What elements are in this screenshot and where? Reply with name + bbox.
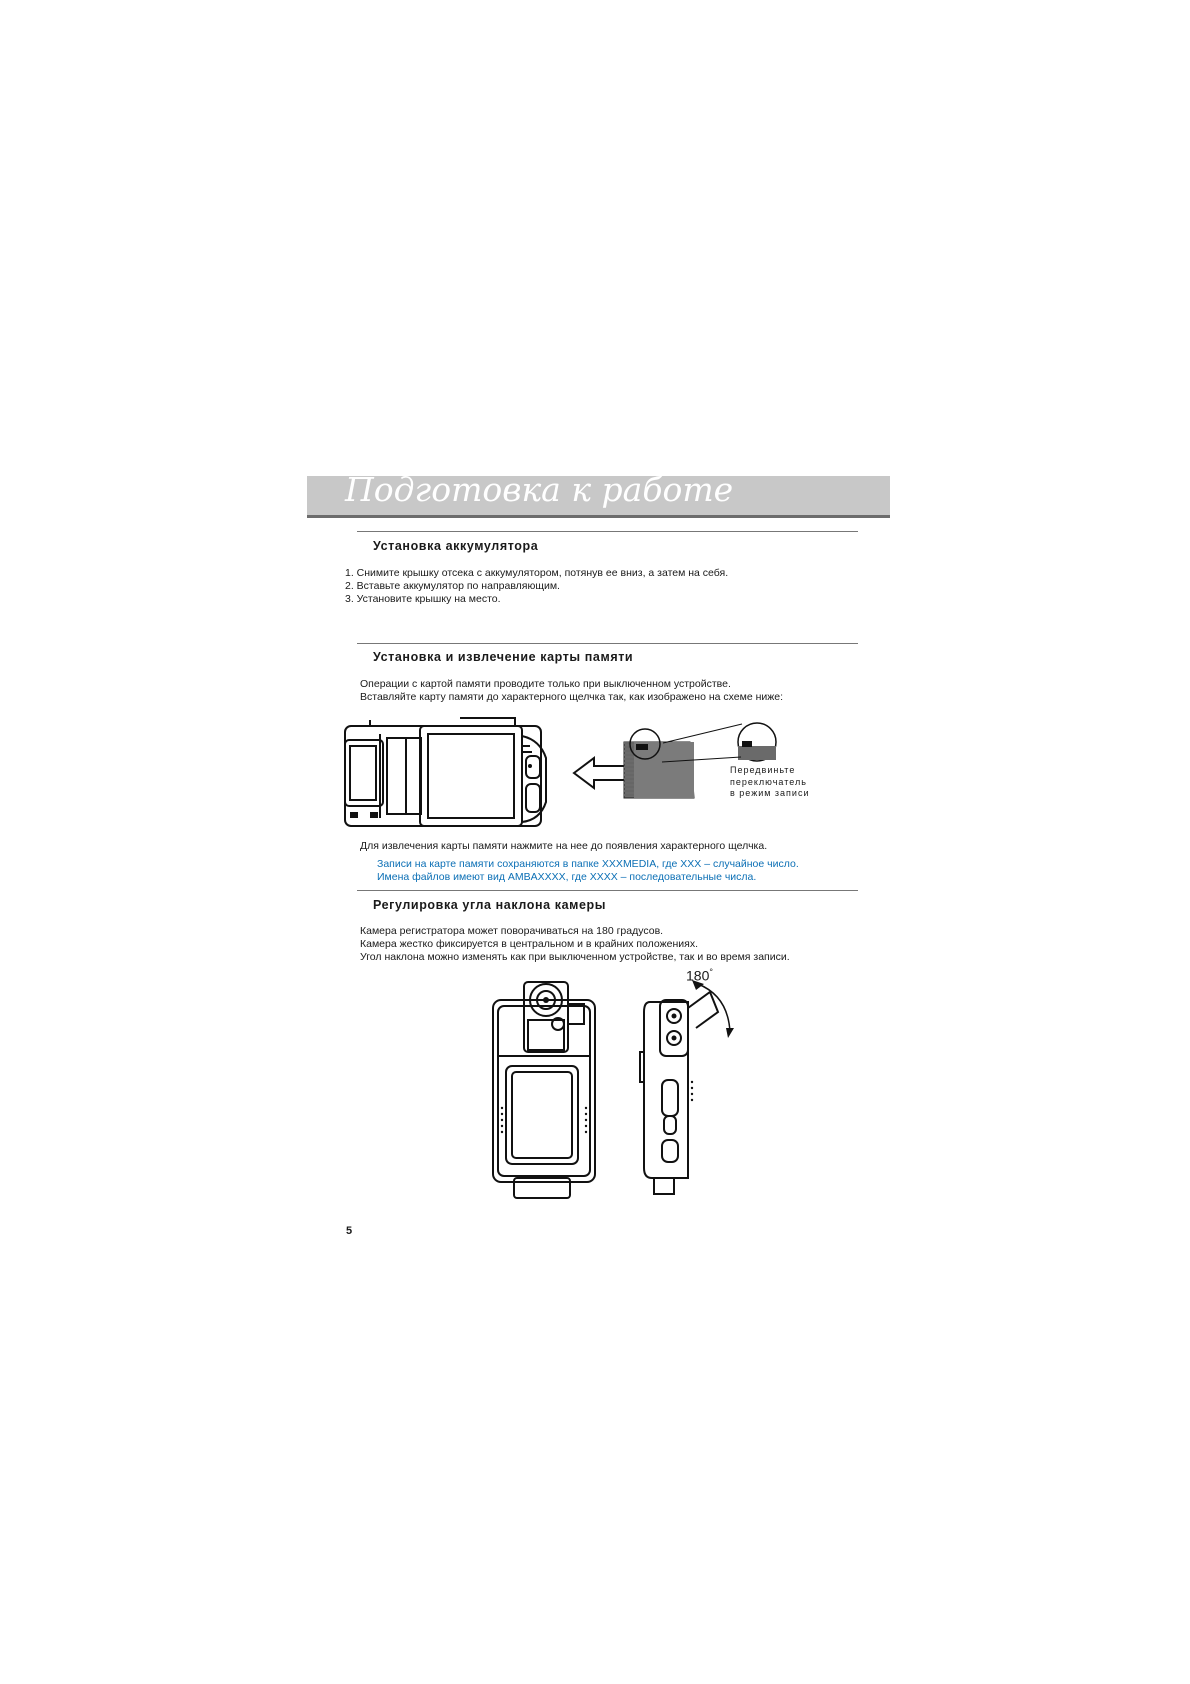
- intro-line: Вставляйте карту памяти до характерного щелчка так, как изображено на схеме ниже:: [360, 691, 784, 703]
- page-number: 5: [346, 1225, 353, 1237]
- battery-step: 2. Вставьте аккумулятор по направляющим.: [345, 580, 560, 592]
- memory-card-intro: [360, 678, 783, 704]
- caption-line: Передвиньте: [730, 765, 796, 775]
- battery-step: 1. Снимите крышку отсека с аккумулятором, потянув ее вниз, а затем на себя.: [345, 567, 729, 579]
- degree-symbol: °: [709, 967, 713, 977]
- note-line: Записи на карте памяти сохраняются в папке XXXMEDIA, где XXX – случайное число.: [377, 858, 799, 870]
- section-divider: [357, 890, 858, 891]
- tilt-description: [360, 925, 790, 964]
- angle-value: 180: [686, 967, 710, 984]
- battery-steps: [345, 567, 728, 606]
- section-heading-memory-card: Установка и извлечение карты памяти: [373, 650, 634, 664]
- device-side-view-illustration: [640, 972, 750, 1204]
- section-divider: [357, 531, 858, 532]
- section-divider: [357, 643, 858, 644]
- card-switch-caption: [730, 765, 810, 800]
- memory-card-notes: [377, 858, 799, 884]
- battery-step: 3. Установите крышку на место.: [345, 593, 501, 605]
- device-front-view-illustration: [488, 980, 600, 1202]
- caption-line: переключатель: [730, 776, 807, 787]
- tilt-line: Камера регистратора может поворачиваться на 180 градусов.: [360, 925, 664, 937]
- card-removal-instruction: Для извлечения карты памяти нажмите на нее до появления характерного щелчка.: [360, 840, 768, 852]
- device-card-slot-illustration: [340, 712, 580, 832]
- tilt-line: Камера жестко фиксируется в центральном и в крайних положениях.: [360, 938, 698, 950]
- rotation-angle-label: [686, 967, 713, 984]
- title-underline: [307, 515, 890, 518]
- intro-line: Операции с картой памяти проводите только при выключенном устройстве.: [360, 678, 731, 690]
- section-heading-battery: Установка аккумулятора: [373, 539, 539, 553]
- caption-line: в режим записи: [730, 788, 810, 798]
- page-title: Подготовка к работе: [345, 470, 734, 509]
- note-line: Имена файлов имеют вид AMBAXXXX, где XXXX – последовательные числа.: [377, 871, 757, 883]
- tilt-line: Угол наклона можно изменять как при выключенном устройстве, так и во время записи.: [360, 951, 790, 963]
- section-heading-tilt: Регулировка угла наклона камеры: [373, 898, 607, 912]
